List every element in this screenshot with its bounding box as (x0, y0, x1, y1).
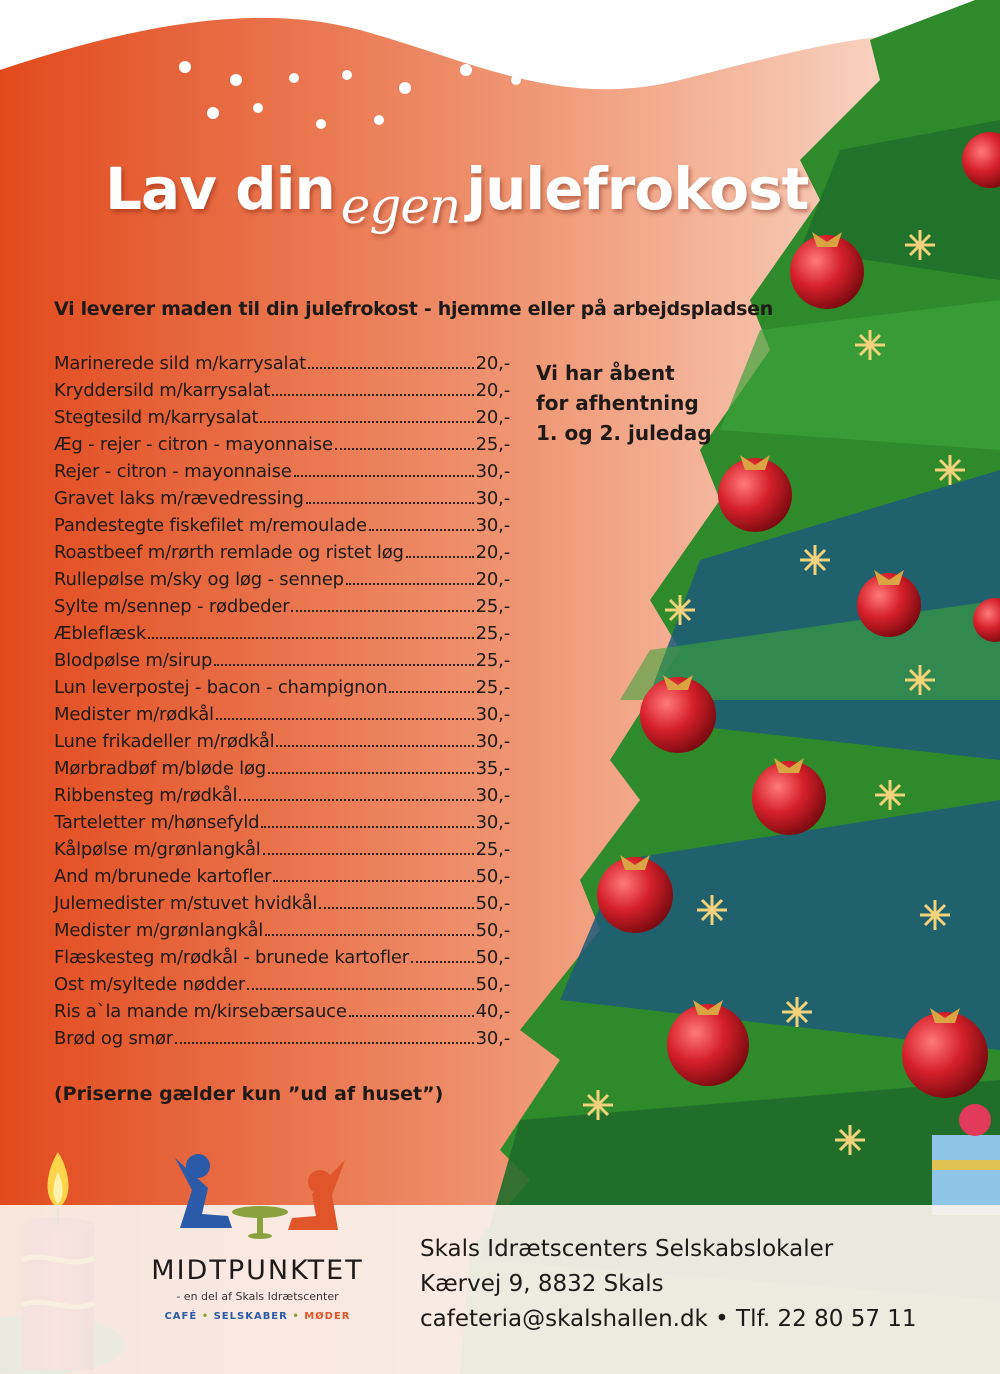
menu-item-name: Ribbensteg m/rødkål (54, 785, 238, 806)
menu-item-price: 30,- (475, 515, 510, 536)
opening-line-1: Vi har åbent (536, 361, 675, 385)
menu-item (54, 434, 510, 461)
menu-item-name: Roastbeef m/rørth remlade og ristet løg (54, 542, 404, 563)
dot-leader (389, 691, 473, 693)
opening-line-3: 1. og 2. juledag (536, 421, 712, 445)
menu-item (54, 623, 510, 650)
menu-item (54, 893, 510, 920)
dot-leader (306, 502, 474, 504)
menu-item-name: Lun leverpostej - bacon - champignon (54, 677, 388, 698)
menu-item-name: Medister m/rødkål (54, 704, 214, 725)
contact-email-phone: cafeteria@skalshallen.dk • Tlf. 22 80 57 11 (420, 1306, 917, 1332)
dot-leader (214, 664, 473, 666)
menu-item (54, 839, 510, 866)
menu-item (54, 731, 510, 758)
menu-item-price: 35,- (475, 758, 510, 779)
menu-item-name: Julemedister m/stuvet hvidkål (54, 893, 318, 914)
menu-item-price: 25,- (475, 839, 510, 860)
menu-item-name: Æbleflæsk (54, 623, 147, 644)
dot-leader (268, 772, 474, 774)
menu-item (54, 758, 510, 785)
dot-leader (276, 745, 473, 747)
price-note: (Priserne gælder kun ”ud af huset”) (54, 1083, 444, 1105)
menu-item-name: Kålpølse m/grønlangkål (54, 839, 261, 860)
menu-item-price: 25,- (475, 623, 510, 644)
menu-item (54, 515, 510, 542)
menu-item (54, 1028, 510, 1055)
opening-info (536, 358, 712, 448)
menu-item-name: Stegtesild m/karrysalat (54, 407, 259, 428)
brand-subline: - en del af Skals Idrætscenter (176, 1290, 339, 1303)
page-title (105, 155, 809, 235)
opening-line-2: for afhentning (536, 391, 699, 415)
menu-item-name: Sylte m/sennep - rødbeder (54, 596, 290, 617)
menu-item-price: 30,- (475, 731, 510, 752)
menu-item (54, 677, 510, 704)
dot-leader (273, 880, 473, 882)
dot-leader (260, 421, 473, 423)
dot-leader (247, 988, 474, 990)
brand-name: MIDTPUNKTET (151, 1255, 364, 1286)
menu-item-name: Lune frikadeller m/rødkål (54, 731, 275, 752)
subtitle: Vi leverer maden til din julefrokost - hjemme eller på arbejdspladsen (54, 298, 773, 320)
menu-item-price: 50,- (475, 893, 510, 914)
menu-item-price: 25,- (475, 650, 510, 671)
menu-item-price: 40,- (475, 1001, 510, 1022)
menu-item (54, 596, 510, 623)
menu-item (54, 407, 510, 434)
menu-item-price: 25,- (475, 677, 510, 698)
menu-item (54, 947, 510, 974)
dot-leader (335, 448, 474, 450)
brand-tag-selskaber: SELSKABER (213, 1311, 288, 1322)
dot-leader (346, 583, 474, 585)
dot-leader (308, 367, 474, 369)
dot-leader (349, 1015, 474, 1017)
menu-item (54, 650, 510, 677)
title-part-1: Lav din (105, 155, 335, 223)
menu-item-price: 20,- (475, 353, 510, 374)
menu-item (54, 866, 510, 893)
menu-item-price: 20,- (475, 569, 510, 590)
menu-item (54, 380, 510, 407)
menu-item (54, 353, 510, 380)
menu-item (54, 920, 510, 947)
menu-item-name: Tarteletter m/hønsefyld (54, 812, 260, 833)
dot-leader (369, 529, 474, 531)
dot-leader (261, 826, 473, 828)
dot-leader (216, 718, 474, 720)
midtpunktet-logo-icon (120, 1150, 400, 1330)
menu-item (54, 542, 510, 569)
menu-item-price: 50,- (475, 947, 510, 968)
dot-leader (148, 637, 474, 639)
menu-item-price: 50,- (475, 866, 510, 887)
menu-item-price: 30,- (475, 461, 510, 482)
brand-tag-moder: MØDER (304, 1311, 351, 1322)
menu-item (54, 974, 510, 1001)
menu-item-price: 25,- (475, 596, 510, 617)
dot-leader (272, 394, 473, 396)
menu-item (54, 461, 510, 488)
menu-item-name: Rullepølse m/sky og løg - sennep (54, 569, 344, 590)
menu-item-name: Marinerede sild m/karrysalat (54, 353, 307, 374)
dot-leader (263, 853, 474, 855)
dot-leader (265, 934, 474, 936)
menu-item-price: 30,- (475, 488, 510, 509)
dot-leader (411, 961, 474, 963)
brand-tag-separator: • (292, 1311, 300, 1322)
menu-item-name: Brød og smør (54, 1028, 173, 1049)
menu-item (54, 812, 510, 839)
menu-item-price: 30,- (475, 1028, 510, 1049)
menu-item-price: 50,- (475, 920, 510, 941)
menu-item (54, 569, 510, 596)
menu-item-name: Ost m/syltede nødder (54, 974, 246, 995)
menu-item-name: Medister m/grønlangkål (54, 920, 264, 941)
brand-tagline (130, 1311, 385, 1322)
menu-item-price: 30,- (475, 812, 510, 833)
menu-item (54, 704, 510, 731)
contact-address: Kærvej 9, 8832 Skals (420, 1271, 664, 1297)
menu-item-name: Gravet laks m/rævedressing (54, 488, 304, 509)
menu-item-price: 30,- (475, 704, 510, 725)
brand-tag-separator: • (201, 1311, 210, 1322)
menu-item-price: 20,- (475, 542, 510, 563)
menu-item-name: Mørbradbøf m/bløde løg (54, 758, 267, 779)
menu-item (54, 1001, 510, 1028)
menu-item-name: Æg - rejer - citron - mayonnaise (54, 434, 333, 455)
dot-leader (291, 610, 473, 612)
title-part-3: julefrokost (466, 155, 809, 223)
menu-item-price: 25,- (475, 434, 510, 455)
dot-leader (175, 1042, 474, 1044)
menu-item-price: 20,- (475, 380, 510, 401)
title-part-2: egen (340, 177, 461, 235)
dot-leader (294, 475, 474, 477)
dot-leader (319, 907, 473, 909)
menu-item-name: Kryddersild m/karrysalat (54, 380, 271, 401)
menu-item (54, 488, 510, 515)
menu-item-name: Flæskesteg m/rødkål - brunede kartofler (54, 947, 409, 968)
menu-item-price: 20,- (475, 407, 510, 428)
dot-leader (406, 556, 474, 558)
contact-info (420, 1232, 917, 1337)
brand-tag-cafe: CAFÉ (164, 1311, 198, 1322)
menu-item-name: Pandestegte fiskefilet m/remoulade (54, 515, 367, 536)
menu-item-name: Blodpølse m/sirup (54, 650, 213, 671)
menu-list (54, 353, 510, 1055)
menu-item-name: Ris a`la mande m/kirsebærsauce (54, 1001, 347, 1022)
menu-item (54, 785, 510, 812)
contact-venue: Skals Idrætscenters Selskabslokaler (420, 1236, 834, 1262)
menu-item-price: 30,- (475, 785, 510, 806)
dot-leader (239, 799, 473, 801)
menu-item-price: 50,- (475, 974, 510, 995)
menu-item-name: And m/brunede kartofler (54, 866, 272, 887)
menu-item-name: Rejer - citron - mayonnaise (54, 461, 292, 482)
